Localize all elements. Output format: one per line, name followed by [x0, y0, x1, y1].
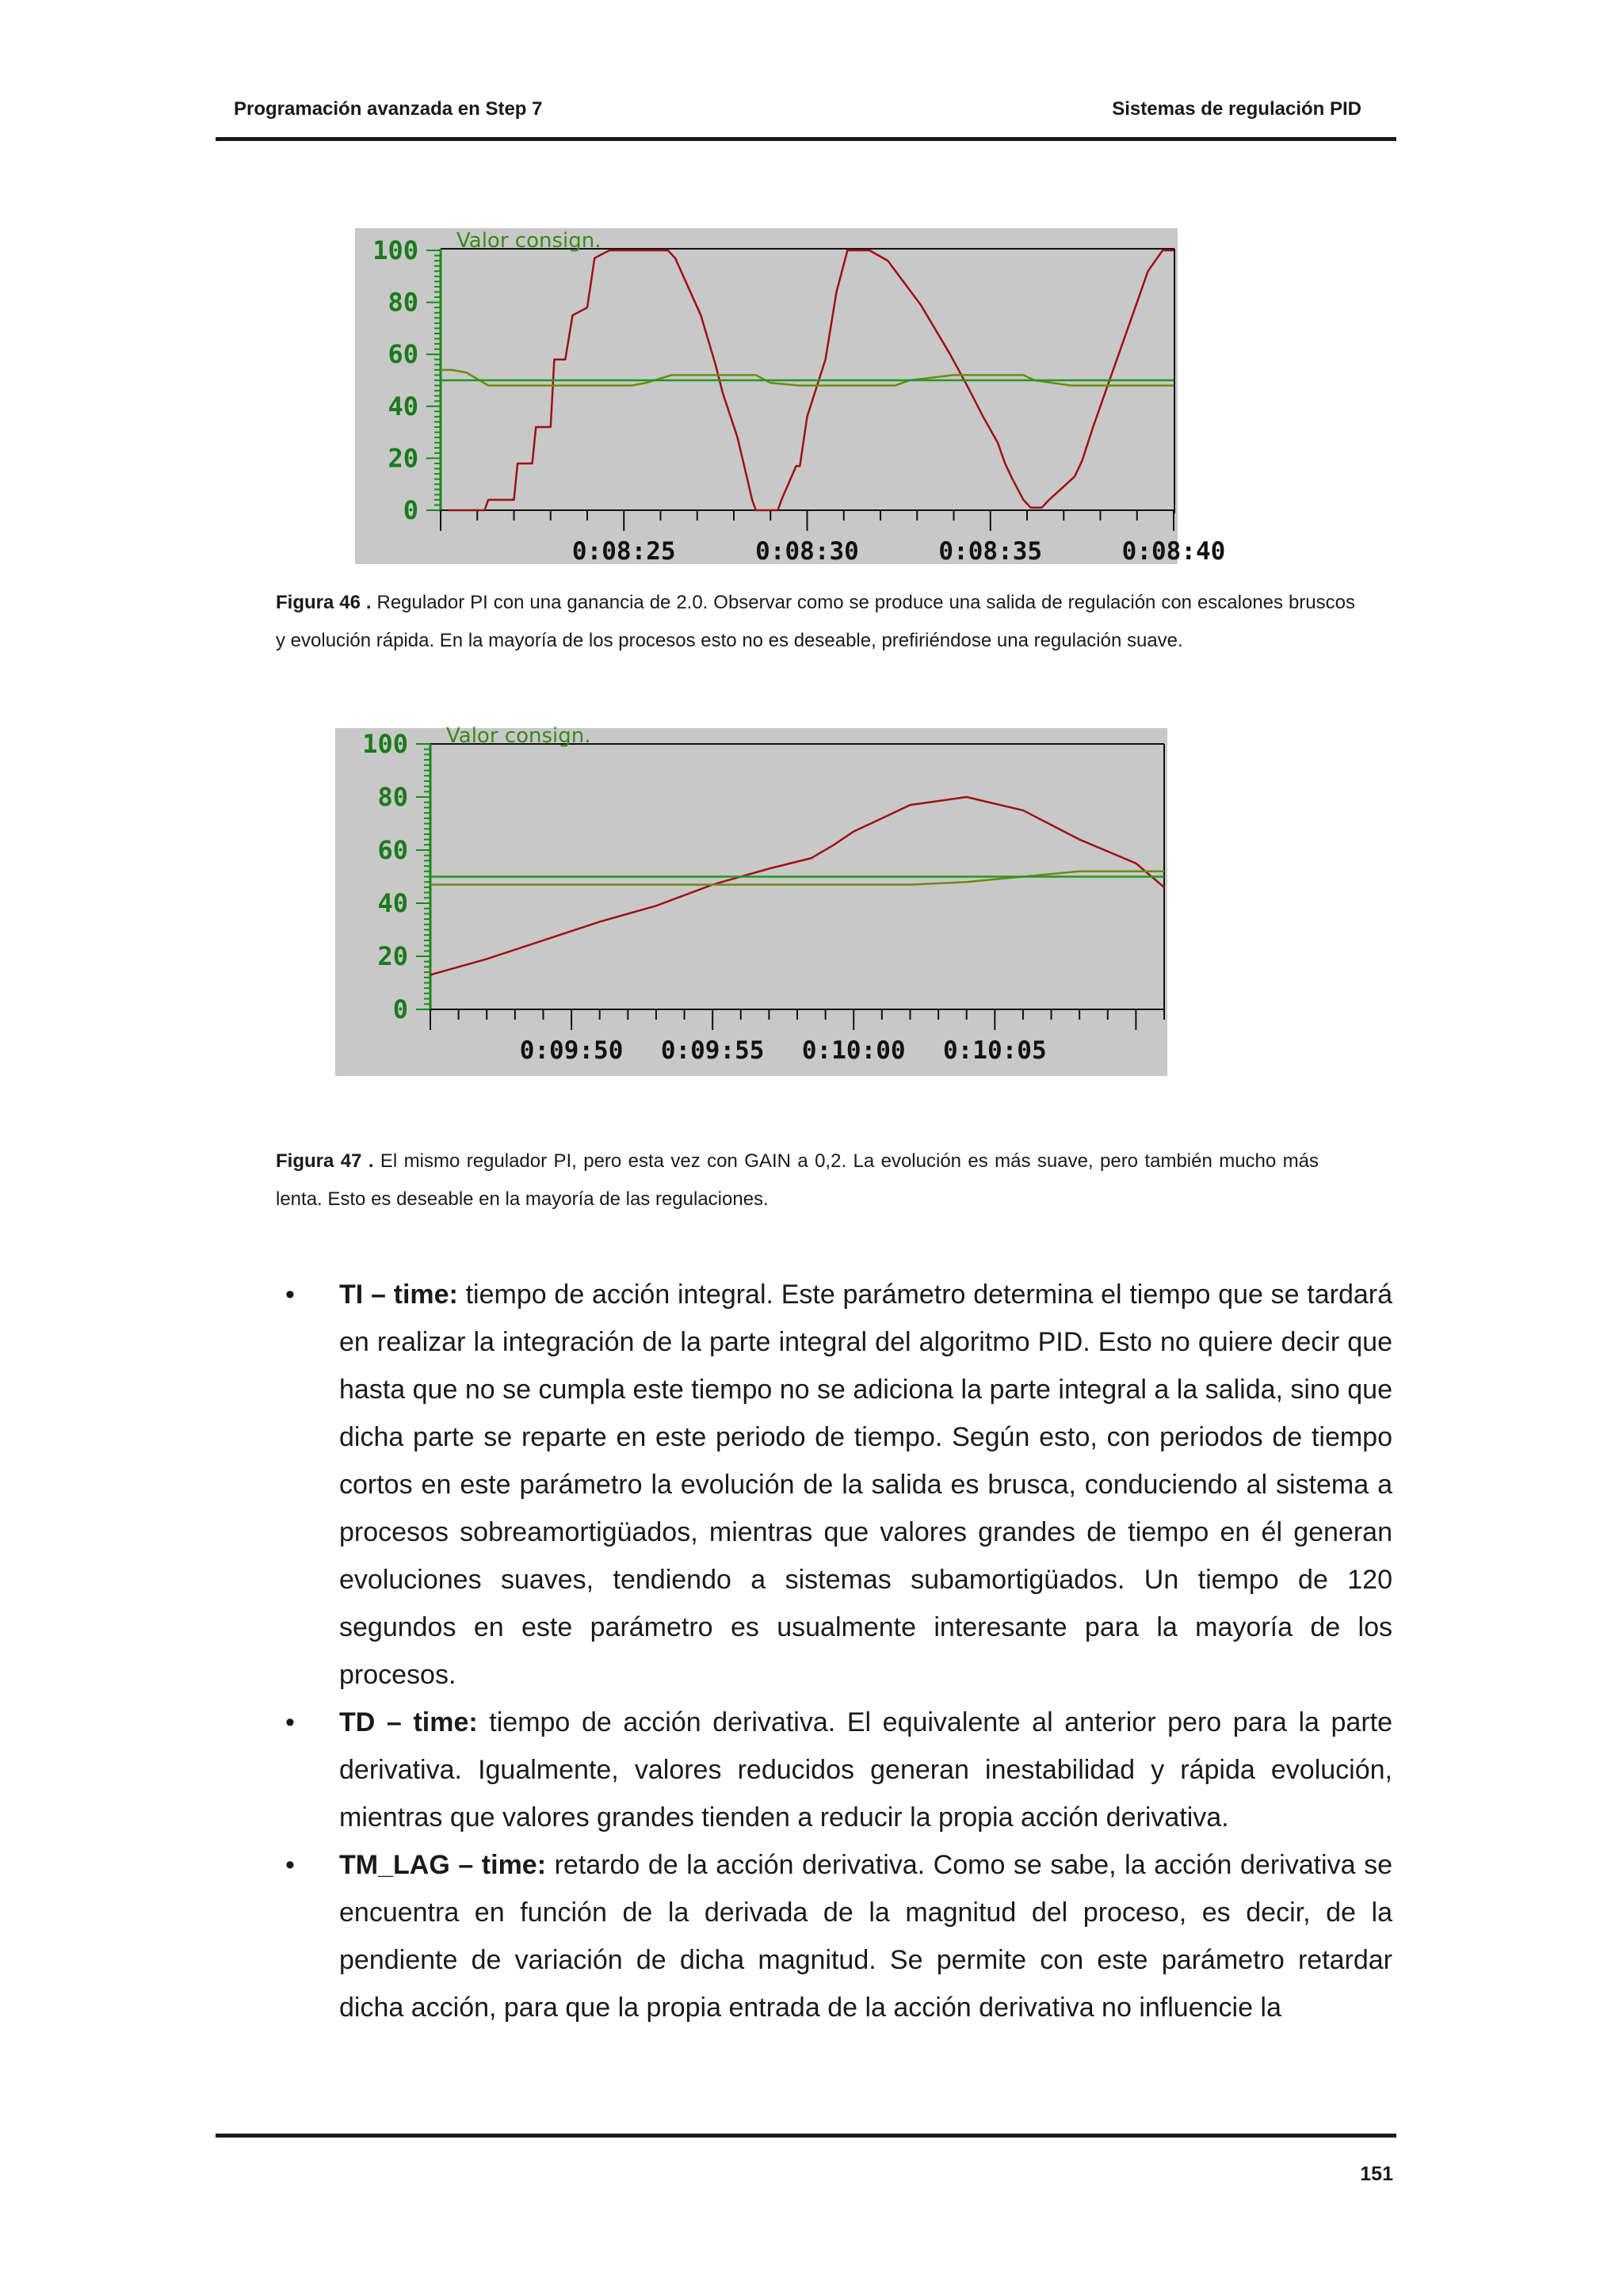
fig46-y-tick-label: 60: [388, 339, 418, 370]
list-item-ti-time: [285, 1271, 1392, 1699]
term-td-time: TD – time:: [339, 1707, 478, 1737]
figure-47-caption: [276, 1142, 1319, 1219]
fig47-y-tick-label: 60: [377, 835, 408, 865]
footer-rule: [216, 2134, 1396, 2138]
fig47-y-tick-label: 40: [377, 888, 408, 918]
fig47-x-tick-label: 0:10:05: [942, 1036, 1047, 1065]
header-rule: [216, 137, 1396, 141]
figure-46-plot: [355, 228, 1226, 566]
fig46-y-tick-label: 40: [388, 391, 418, 421]
running-header-right: Sistemas de regulación PID: [1112, 98, 1361, 120]
fig47-y-tick-label: 100: [362, 729, 408, 759]
term-tm-lag-time: TM_LAG – time:: [339, 1850, 547, 1880]
item-text: tiempo de acción integral. Este parámetro determina el tiempo que se tardará en realizar la integración de la parte integral del algoritmo PID. Esto no quiere decir que hasta que no se cumpla este tiempo no se adiciona la parte integral a la salida, sino que dicha parte se reparte en este periodo de tiempo. Según esto, con periodos de tiempo cortos en este parámetro la evolución de la salida es brusca, conduciendo al sistema a procesos sobreamortigüados, mientras que valores grandes de tiempo en él generan evoluciones suaves, tendiendo a sistemas subamortigüados. Un tiempo de 120 segundos en este parámetro es usualmente interesante para la mayoría de los procesos.: [339, 1280, 1392, 1690]
figure-47-caption-text: El mismo regulador PI, pero esta vez con GAIN a 0,2. La evolución es más suave, pero también mucho más lenta. Esto es deseable en la mayoría de las regulaciones.: [276, 1150, 1319, 1210]
figure-46-label: Figura 46 .: [276, 592, 372, 613]
fig47-series-0: [430, 797, 1164, 974]
fig46-y-tick-label: 80: [388, 287, 418, 318]
item-text: tiempo de acción derivativa. El equivalente al anterior pero para la parte derivativa. Igualmente, valores reducidos generan inestabilidad y rápida evolución, mientras que valores grandes tienden a reducir la propia acción derivativa.: [339, 1707, 1393, 1833]
fig46-annotation: Valor consign.: [456, 229, 601, 253]
figure-47-plot: [335, 724, 1167, 1076]
fig47-series-1: [430, 871, 1164, 885]
fig47-y-tick-label: 20: [377, 941, 408, 971]
term-ti-time: TI – time:: [339, 1280, 458, 1310]
figure-47-label: Figura 47 .: [276, 1150, 374, 1172]
fig47-annotation: Valor consign.: [446, 724, 591, 748]
fig46-y-tick-label: 20: [388, 443, 418, 474]
bullet-icon: •: [285, 1850, 295, 1880]
fig47-y-tick-label: 80: [377, 782, 408, 812]
figure-46-caption-text: Regulador PI con una ganancia de 2.0. Observar como se produce una salida de regulación con escalones bruscos y evolución rápida. En la mayoría de los procesos esto no es deseable, prefiriéndose una regulación suave.: [276, 592, 1355, 651]
fig47-x-tick-label: 0:09:50: [519, 1036, 624, 1065]
fig46-series-1: [441, 370, 1174, 386]
running-header-left: Programación avanzada en Step 7: [234, 98, 543, 120]
list-item-tm-lag-time: [285, 1841, 1392, 2031]
fig46-x-tick-label: 0:08:40: [1121, 537, 1226, 566]
fig47-x-tick-label: 0:10:00: [801, 1036, 906, 1065]
fig46-y-tick-label: 100: [372, 235, 418, 265]
figure-46-caption: [276, 584, 1355, 660]
parameter-list: [285, 1271, 1392, 2031]
fig47-y-tick-label: 0: [392, 994, 408, 1024]
list-item-td-time: [285, 1699, 1392, 1841]
fig46-x-tick-label: 0:08:35: [938, 537, 1043, 566]
fig46-x-tick-label: 0:08:25: [571, 537, 676, 566]
fig47-x-tick-label: 0:09:55: [660, 1036, 765, 1065]
item-text: retardo de la acción derivativa. Como se sabe, la acción derivativa se encuentra en función de la derivada de la magnitud del proceso, es decir, de la pendiente de variación de dicha magnitud. Se permite con este parámetro retardar dicha acción, para que la propia entrada de la acción derivativa no influencie la: [339, 1850, 1392, 2023]
fig46-y-tick-label: 0: [403, 495, 418, 525]
figure-46-chart: [355, 228, 1226, 566]
page-number: 151: [1360, 2163, 1393, 2185]
figure-47-chart: [335, 724, 1167, 1076]
bullet-icon: •: [285, 1707, 295, 1737]
bullet-icon: •: [285, 1280, 295, 1310]
fig46-x-tick-label: 0:08:30: [755, 537, 859, 566]
